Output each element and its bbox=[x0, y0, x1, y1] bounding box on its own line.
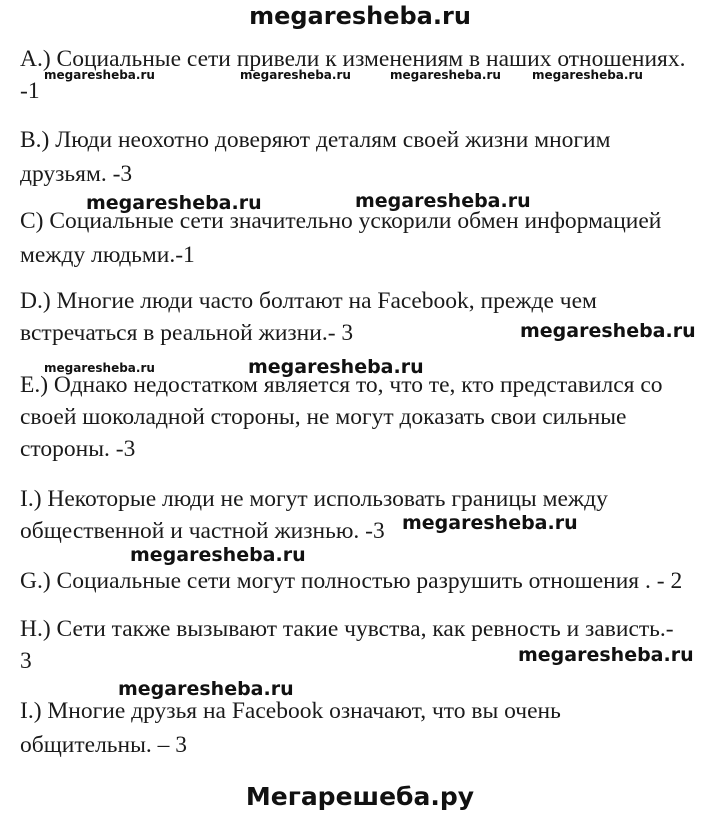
watermark: megaresheba.ru bbox=[240, 68, 351, 82]
footer-title: Мегарешеба.ру bbox=[245, 782, 475, 811]
answer-b-line-2: друзьям. -3 bbox=[20, 161, 133, 187]
answer-i2-line-1: I.) Многие друзья на Facebook означают, что вы очень bbox=[20, 698, 561, 724]
answer-g-line-1: G.) Социальные сети могут полностью разрушить отношения . - 2 bbox=[20, 568, 683, 594]
watermark: megaresheba.ru bbox=[518, 644, 694, 666]
site-title: megaresheba.ru bbox=[249, 2, 471, 30]
answer-h-line-1: H.) Сети также вызывают такие чувства, как ревность и зависть.- bbox=[20, 616, 674, 642]
answer-b-line-1: B.) Люди неохотно доверяют деталям своей жизни многим bbox=[20, 127, 611, 153]
watermark: megaresheba.ru bbox=[44, 68, 155, 82]
watermark: megaresheba.ru bbox=[390, 68, 501, 82]
answer-d-line-2: встречаться в реальной жизни.- 3 bbox=[20, 320, 354, 346]
answer-h-line-2: 3 bbox=[20, 648, 32, 674]
answer-a-line-2: -1 bbox=[20, 78, 40, 104]
watermark: megaresheba.ru bbox=[44, 361, 155, 375]
answer-e-line-2: своей шоколадной стороны, не могут доказать свои сильные bbox=[20, 404, 627, 430]
watermark: megaresheba.ru bbox=[86, 192, 262, 214]
answer-a-line-1: A.) Социальные сети привели к изменениям в наших отношениях. bbox=[20, 46, 686, 72]
answer-d-line-1: D.) Многие люди часто болтают на Facebook, прежде чем bbox=[20, 288, 597, 314]
answer-i1-line-2: общественной и частной жизнью. -3 bbox=[20, 518, 385, 544]
watermark: megaresheba.ru bbox=[248, 356, 424, 378]
watermark: megaresheba.ru bbox=[520, 320, 696, 342]
answer-c-line-2: между людьми.-1 bbox=[20, 242, 195, 268]
answer-e-line-1: E.) Однако недостатком является то, что те, кто представился со bbox=[20, 372, 663, 398]
watermark: megaresheba.ru bbox=[532, 68, 643, 82]
answer-c-line-1: C) Социальные сети значительно ускорили обмен информацией bbox=[20, 208, 662, 234]
answer-i2-line-2: общительны. – 3 bbox=[20, 732, 188, 758]
watermark: megaresheba.ru bbox=[355, 190, 531, 212]
answer-i1-line-1: I.) Некоторые люди не могут использовать границы между bbox=[20, 486, 608, 512]
watermark: megaresheba.ru bbox=[118, 678, 294, 700]
watermark: megaresheba.ru bbox=[130, 544, 306, 566]
answer-e-line-3: стороны. -3 bbox=[20, 436, 136, 462]
watermark: megaresheba.ru bbox=[402, 512, 578, 534]
